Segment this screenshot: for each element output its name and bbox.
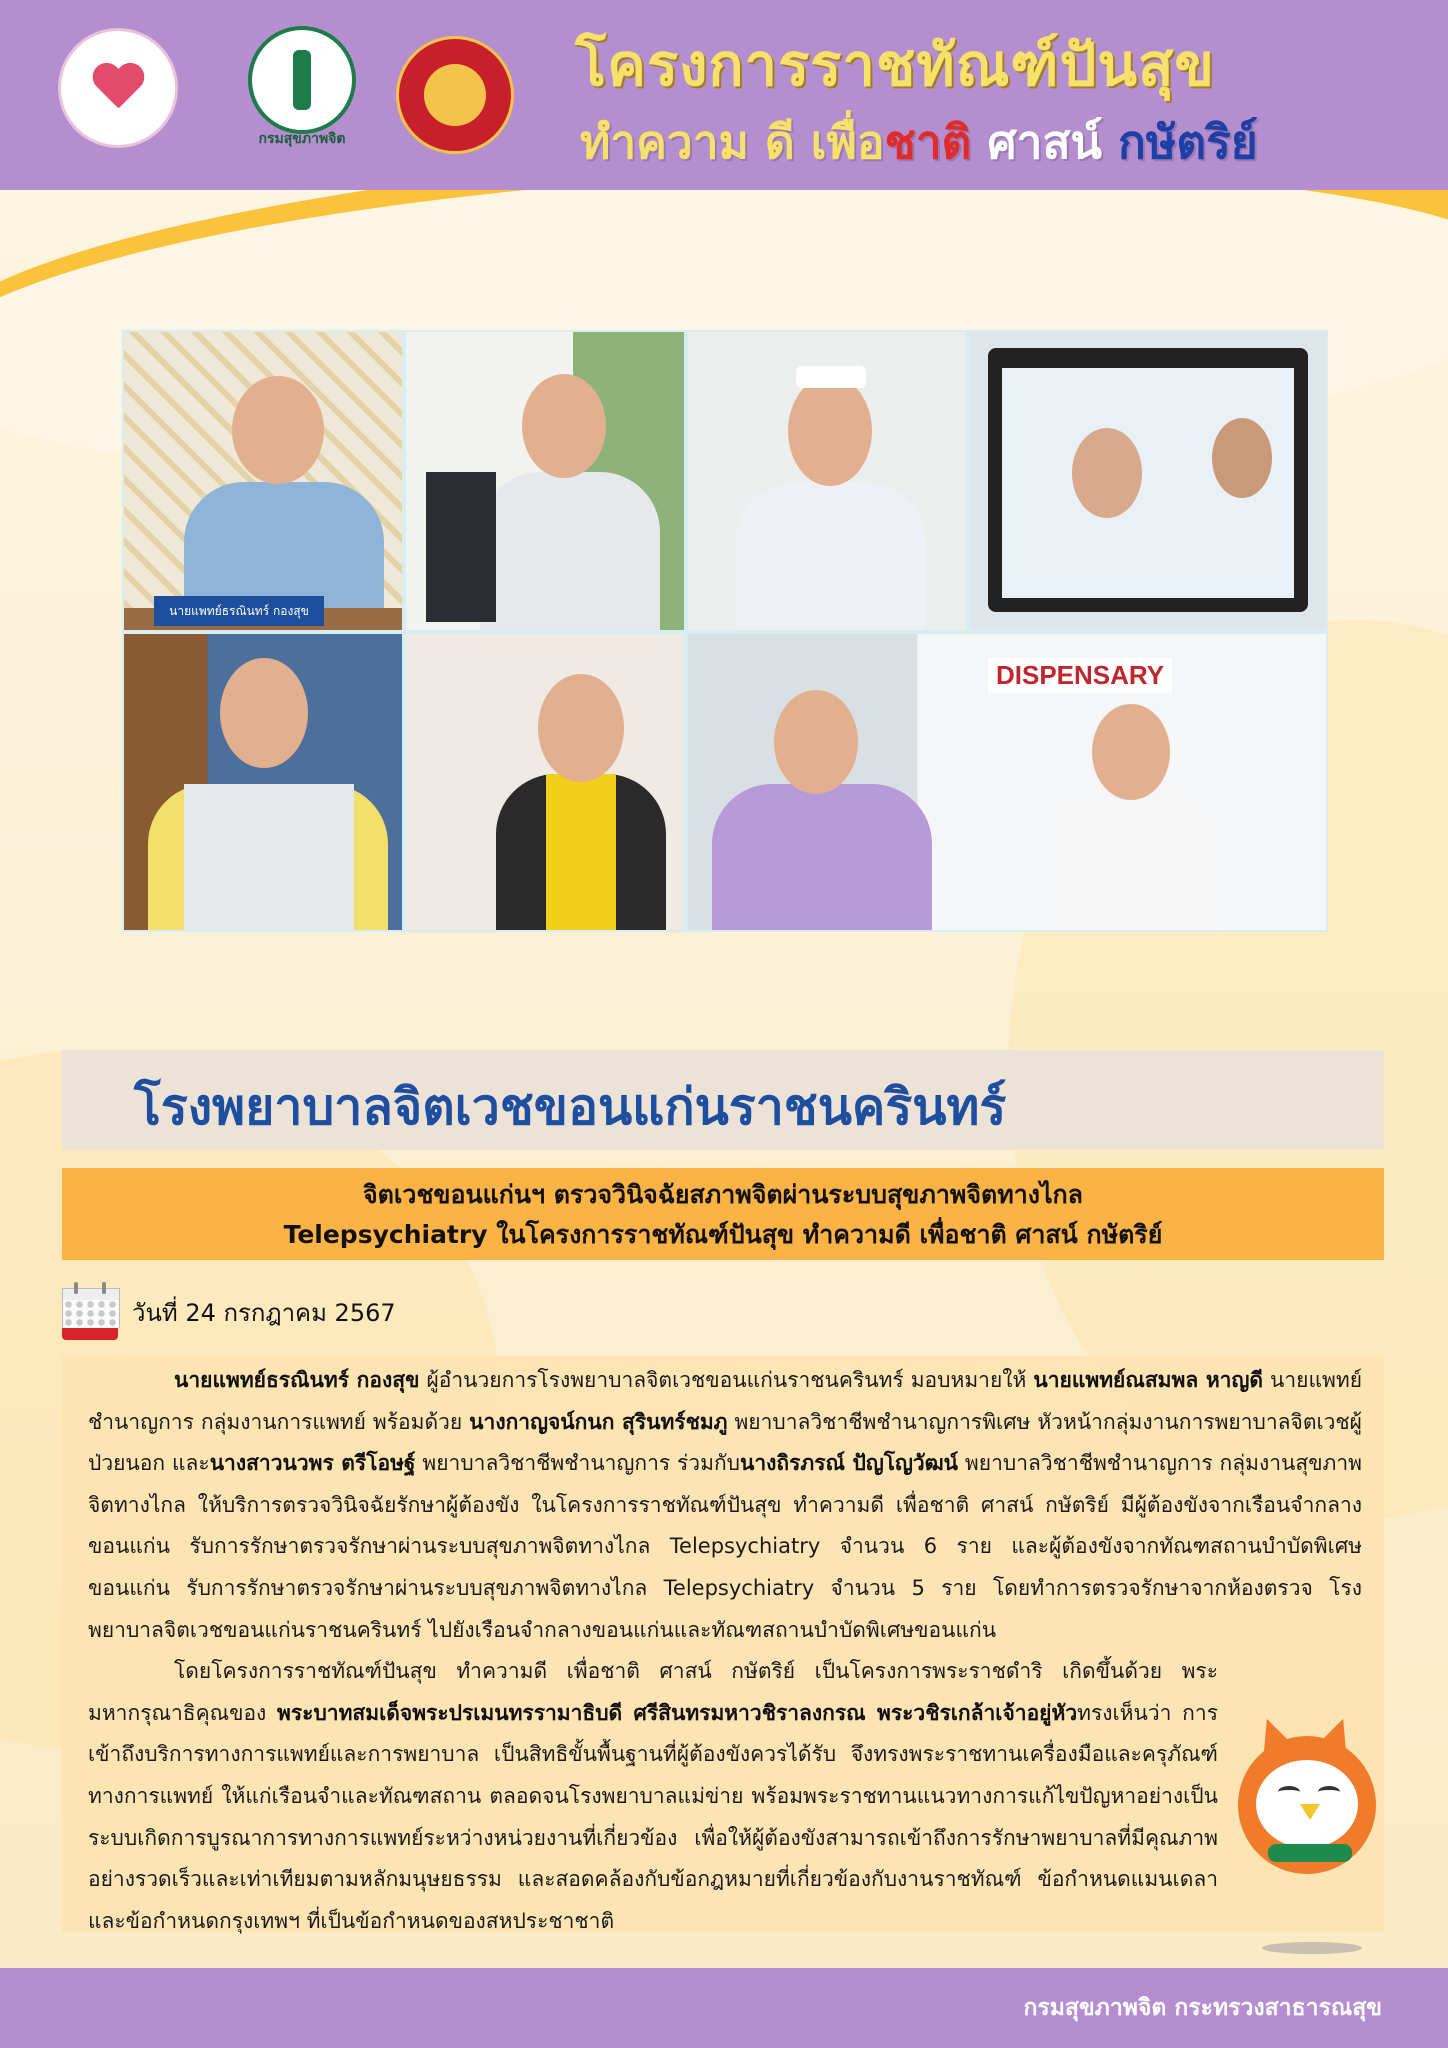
p1-run-9: พยาบาลวิชาชีพชำนาญการ กลุ่มงานสุขภาพจิตทางไกล ให้บริการตรวจวินิจฉัยรักษาผู้ต้องขัง ในโครงการราชทัณฑ์ปันสุข ทำความดี เพื่อชาติ ศาสน์ กษัตริย์ มีผู้ต้องขังจากเรือนจำกลางขอนแก่น รับการรักษาตรวจรักษาผ่านระบบสุขภาพจิตทางไกล Telepsychiatry จำนวน 6 ราย และผู้ต้องขังจากทัณฑสถานบำบัดพิเศษขอนแก่น รับการรักษาตรวจรักษาผ่านระบบสุขภาพจิตทางไกล Telepsychiatry จำนวน 5 ราย โดยทำการตรวจรักษาจากห้องตรวจ โรงพยาบาลจิตเวชขอนแก่นราชนครินทร์ ไปยังเรือนจำกลางขอนแก่นและทัณฑสถานบำบัดพิเศษขอนแก่น — [88, 1451, 1363, 1642]
heart-icon — [91, 64, 145, 112]
owl-mascot-icon — [1228, 1712, 1378, 1882]
p2-run-1: พระบาทสมเด็จพระปรเมนทรรามาธิบดี ศรีสินทรมหาวชิราลงกรณ พระวชิรเกล้าเจ้าอยู่หัว — [277, 1700, 1078, 1725]
calendar-icon — [62, 1282, 118, 1340]
desk-name-sign: นายแพทย์ธรณินทร์ กองสุข — [154, 596, 324, 626]
hospital-name: โรงพยาบาลจิตเวชขอนแก่นราชนครินทร์ — [134, 1078, 1007, 1136]
headline-line-1: จิตเวชขอนแก่นฯ ตรวจวินิจฉัยสภาพจิตผ่านระบบสุขภาพจิตทางไกล — [362, 1180, 1083, 1209]
news-body — [88, 1360, 1362, 1942]
photo-director — [122, 330, 404, 632]
body-paragraph-2 — [88, 1651, 1218, 1942]
dmh-logo-text: กรมสุขภาพจิต — [258, 131, 346, 147]
p1-run-8: นางถิรภรณ์ ปัญโญวัฒน์ — [740, 1451, 959, 1476]
corrections-logo — [396, 36, 514, 154]
slogan-part-1: ทำความ ดี เพื่อ — [580, 115, 885, 169]
footer-organization: กรมสุขภาพจิต กระทรวงสาธารณสุข — [1023, 1995, 1382, 2021]
news-date: วันที่ 24 กรกฎาคม 2567 — [132, 1299, 396, 1327]
p1-run-7: พยาบาลวิชาชีพชำนาญการ ร่วมกับ — [415, 1451, 740, 1476]
p1-run-5: พยาบาลวิชาชีพชำนาญการพิเศษ หัวหน้ากลุ่มงานการพยาบาลจิตเวชผู้ป่วยนอก และ — [88, 1409, 1362, 1476]
mascot-shadow — [1262, 1942, 1362, 1954]
slogan-part-4: กษัตริย์ — [1118, 115, 1258, 169]
p1-run-3: นายแพทย์ชำนาญการ กลุ่มงานการแพทย์ พร้อมด้วย — [88, 1368, 1362, 1434]
p1-run-1: ผู้อำนวยการโรงพยาบาลจิตเวชขอนแก่นราชนครินทร์ มอบหมายให้ — [419, 1368, 1034, 1392]
p1-run-0: นายแพทย์ธรณินทร์ กองสุข — [174, 1368, 420, 1392]
hospital-banner — [62, 1050, 1384, 1150]
project-title: โครงการราชทัณฑ์ปันสุข — [575, 31, 1216, 99]
headline-line-2: Telepsychiatry ในโครงการราชทัณฑ์ปันสุข ทำความดี เพื่อชาติ ศาสน์ กษัตริย์ — [283, 1220, 1163, 1249]
dispensary-sign: DISPENSARY — [988, 658, 1172, 693]
caduceus-icon — [293, 50, 311, 110]
p1-run-4: นางกาญจน์กนก สุรินทร์ชมภู — [469, 1409, 728, 1434]
p1-run-2: นายแพทย์ณสมพล หาญดี — [1033, 1368, 1264, 1392]
photo-nurse-yellow — [404, 632, 686, 932]
news-headline — [62, 1168, 1384, 1260]
p2-run-2: ทรงเห็นว่า การเข้าถึงบริการทางการแพทย์และการพยาบาล เป็นสิทธิขั้นพื้นฐานที่ผู้ต้องขังควรได้รับ จึงทรงพระราชทานเครื่องมือและครุภัณฑ์ทางการแพทย์ ให้แก่เรือนจำและทัณฑสถาน ตลอดจนโรงพยาบาลแม่ข่าย พร้อมพระราชทานแนวทางการแก้ไขปัญหาอย่างเป็นระบบเกิดการบูรณาการทางการแพทย์ระหว่างหน่วยงานที่เกี่ยวข้อง เพื่อให้ผู้ต้องขังสามารถเข้าถึงการรักษาพยาบาลที่มีคุณภาพ อย่างรวดเร็วและเท่าเทียมตามหลักมนุษยธรรม และสอดคล้องกับข้อกฎหมายที่เกี่ยวข้องกับงานราชทัณฑ์ ข้อกำหนดแมนเดลาและข้อกำหนดกรุงเทพฯ ที่เป็นข้อกำหนดของสหประชาชาติ — [88, 1700, 1218, 1933]
footer-bar — [0, 1968, 1448, 2048]
photo-dispensary — [686, 632, 1328, 932]
project-slogan — [580, 106, 1258, 179]
good-health-logo — [58, 28, 178, 148]
dmh-logo — [248, 26, 356, 134]
p1-run-6: นางสาวนวพร ตรีโอษฐ์ — [209, 1451, 416, 1476]
body-paragraph-1 — [88, 1360, 1362, 1651]
photo-telepsychiatry-screen — [968, 330, 1328, 632]
slogan-part-3: ศาสน์ — [987, 115, 1102, 169]
slogan-part-2: ชาติ — [884, 115, 972, 169]
photo-doctor — [404, 330, 686, 632]
corrections-emblem-icon — [424, 64, 486, 126]
photo-health-officer — [122, 632, 404, 932]
p2-run-0: โดยโครงการราชทัณฑ์ปันสุข ทำความดี เพื่อชาติ ศาสน์ กษัตริย์ เป็นโครงการพระราชดำริ เกิดขึ้นด้วย พระมหากรุณาธิคุณของ — [88, 1659, 1218, 1725]
photo-collage — [122, 330, 1328, 932]
photo-nurse — [686, 330, 968, 632]
